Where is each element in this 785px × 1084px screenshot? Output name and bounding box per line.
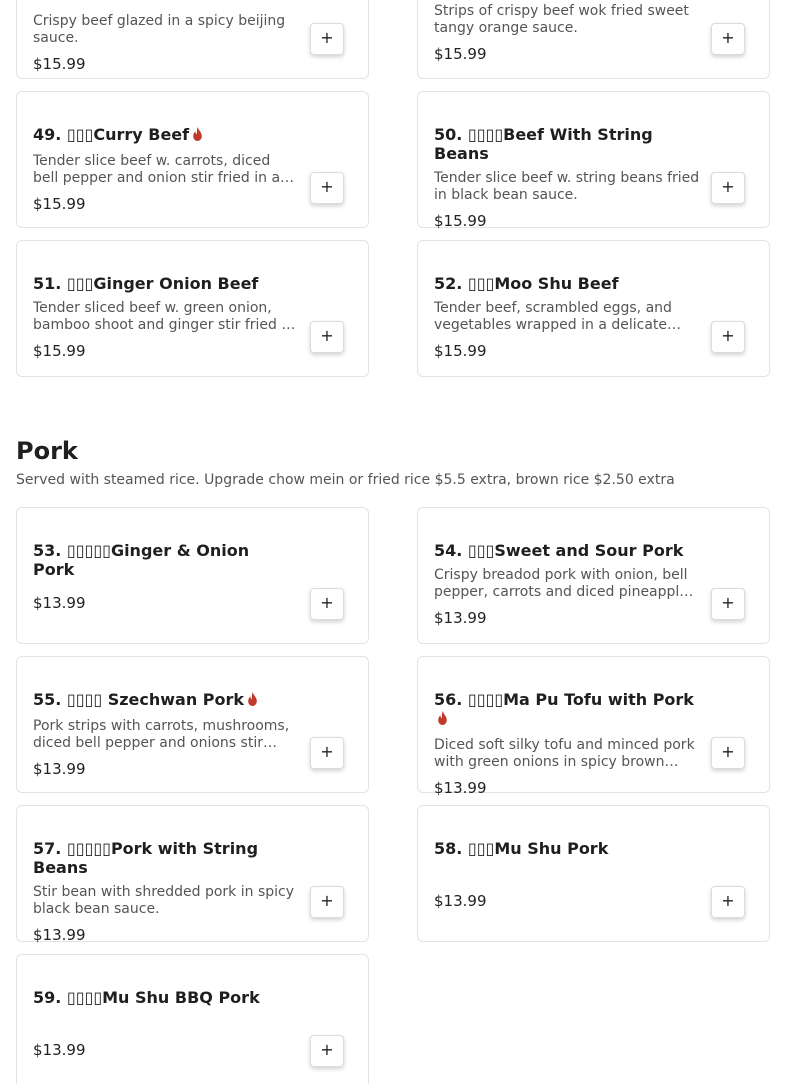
item-price: $15.99 [434, 45, 487, 63]
item-title: 57. ▯▯▯▯▯Pork with String Beans [33, 839, 259, 877]
menu-item-card[interactable] [16, 0, 369, 79]
item-description: Stir bean with shredded pork in spicy black bean sauce. [33, 884, 295, 917]
add-to-cart-button[interactable]: + [310, 172, 344, 204]
menu-item-card[interactable] [417, 805, 770, 942]
item-title: 52. ▯▯▯Moo Shu Beef [434, 274, 619, 293]
add-to-cart-button[interactable]: + [711, 23, 745, 55]
menu-item-card[interactable] [417, 0, 770, 79]
add-to-cart-button[interactable]: + [711, 737, 745, 769]
add-to-cart-button[interactable]: + [310, 23, 344, 55]
item-price: $13.99 [33, 1041, 86, 1059]
add-to-cart-button[interactable]: + [711, 321, 745, 353]
menu-item-card[interactable] [16, 240, 369, 377]
add-to-cart-button[interactable]: + [310, 737, 344, 769]
add-to-cart-button[interactable]: + [310, 588, 344, 620]
item-title: 50. ▯▯▯▯Beef With String Beans [434, 125, 653, 163]
add-to-cart-button[interactable]: + [711, 172, 745, 204]
item-price: $13.99 [434, 779, 487, 797]
add-to-cart-button[interactable]: + [711, 886, 745, 918]
item-price: $13.99 [434, 892, 487, 910]
item-price: $15.99 [434, 212, 487, 230]
menu-item-card[interactable] [16, 507, 369, 644]
item-price: $15.99 [33, 55, 86, 73]
section-note: Served with steamed rice. Upgrade chow mein or fried rice $5.5 extra, brown rice $2.50 extra [16, 472, 675, 488]
item-title: 56. ▯▯▯▯Ma Pu Tofu with Pork [434, 690, 696, 728]
item-description: Crispy breadod pork with onion, bell pepper, carrots and diced pineapple [434, 567, 688, 600]
item-title: 59. ▯▯▯▯Mu Shu BBQ Pork [33, 988, 260, 1007]
item-price: $13.99 [33, 926, 86, 944]
item-title: 51. ▯▯▯Ginger Onion Beef [33, 274, 259, 293]
item-price: $15.99 [434, 342, 487, 360]
item-price: $13.99 [33, 594, 86, 612]
menu-item-card[interactable] [417, 507, 770, 644]
item-title: 53. ▯▯▯▯▯Ginger & Onion Pork [33, 541, 250, 579]
item-description: Tender beef, scrambled eggs, and vegetables wrapped in a delicate [434, 300, 672, 333]
menu-item-card[interactable] [417, 240, 770, 377]
add-to-cart-button[interactable]: + [310, 321, 344, 353]
section-title: Pork [16, 437, 78, 465]
item-description: Diced soft silky tofu and minced pork with green onions in spicy brown [434, 737, 695, 770]
item-description: Tender sliced beef w. green onion, bamboo shoot and ginger stir fried in [33, 300, 295, 333]
item-price: $15.99 [33, 195, 86, 213]
item-title: 58. ▯▯▯Mu Shu Pork [434, 839, 609, 858]
item-price: $15.99 [33, 342, 86, 360]
menu-item-card[interactable] [16, 656, 369, 793]
chili-flame-icon [192, 127, 203, 141]
item-description: Tender slice beef w. carrots, diced bell pepper and onion stir fried in a [33, 153, 281, 186]
add-to-cart-button[interactable]: + [711, 588, 745, 620]
item-price: $13.99 [434, 609, 487, 627]
item-description: Tender slice beef w. string beans fried in black bean sauce. [434, 170, 700, 203]
add-to-cart-button[interactable]: + [310, 1035, 344, 1067]
chili-flame-icon [247, 692, 258, 706]
menu-item-card[interactable] [417, 91, 770, 228]
item-title: 54. ▯▯▯Sweet and Sour Pork [434, 541, 684, 560]
add-to-cart-button[interactable]: + [310, 886, 344, 918]
menu-item-card[interactable] [417, 656, 770, 797]
item-title: 55. ▯▯▯▯ Szechwan Pork [33, 690, 295, 709]
item-description: Pork strips with carrots, mushrooms, diced bell pepper and onions stir [33, 718, 290, 751]
menu-item-card[interactable] [16, 805, 369, 942]
item-price: $13.99 [33, 760, 86, 778]
item-title: 49. ▯▯▯Curry Beef [33, 125, 295, 144]
item-description: Strips of crispy beef wok fried sweet tangy orange sauce. [434, 3, 689, 36]
chili-flame-icon [437, 711, 448, 725]
menu-item-card[interactable] [16, 954, 369, 1084]
menu-item-card[interactable] [16, 91, 369, 228]
item-description: Crispy beef glazed in a spicy beijing sauce. [33, 13, 286, 46]
